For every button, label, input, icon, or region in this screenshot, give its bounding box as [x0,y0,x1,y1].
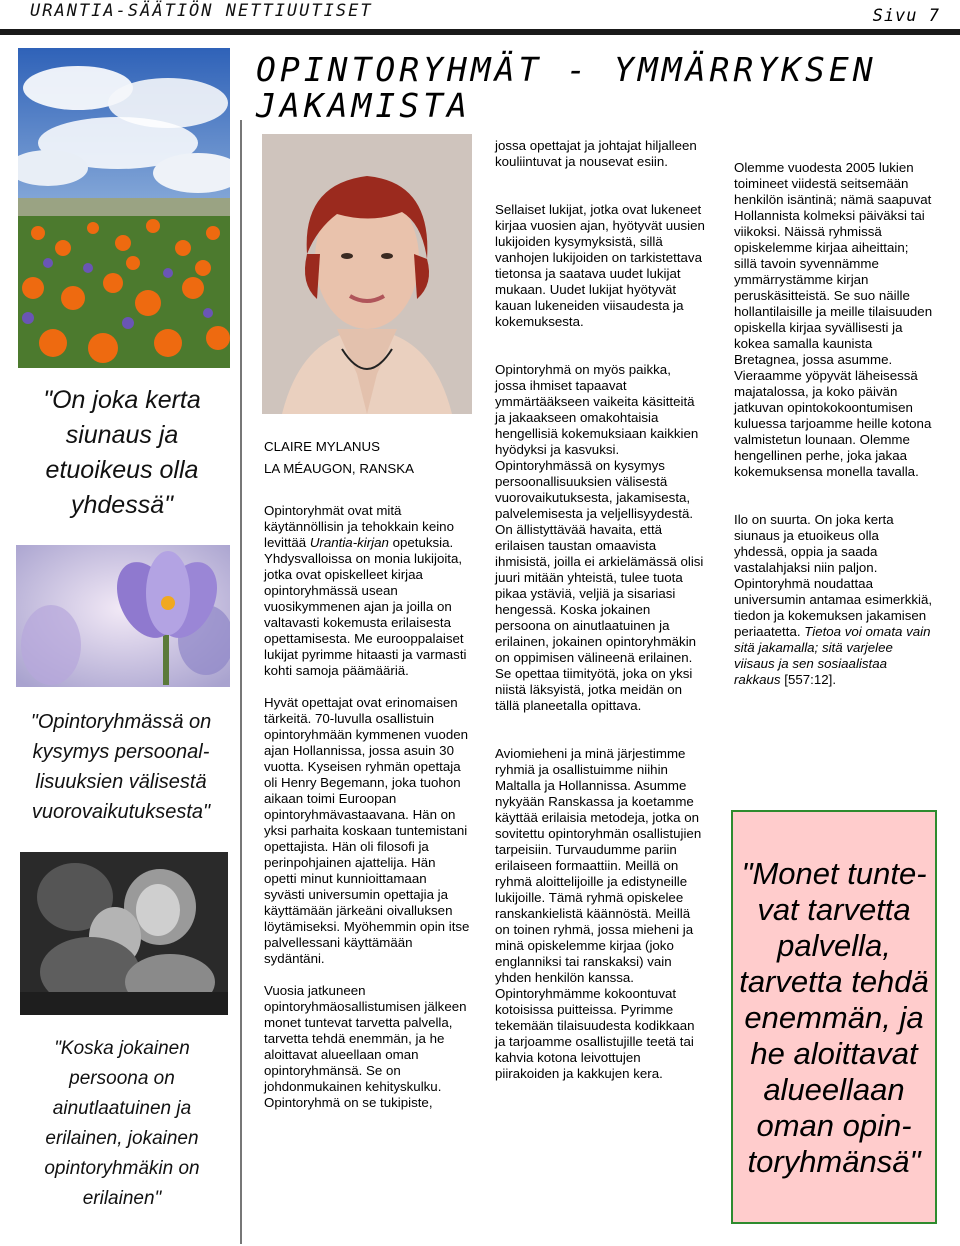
painting-image [20,852,228,1015]
header-rule [0,29,960,35]
col1-paragraph-3: Vuosia jatkuneen opintoryhmäosallistumisen jälkeen monet tuntevat tarvetta palvella, tarvetta tehdä enemmän, ja he aloittavat alueellaan oman opintoryhmänsä. Se on johdonmukainen kehityskulku. Opintoryhmä on se tukipiste, [264,983,467,1110]
sidebar-quote-unique: "Koska jokainen persoona on ainutlaatuinen ja erilainen, jokainen opintoryhmäkin on erilainen" [44,1038,200,1209]
article-column-3 [734,160,934,704]
col2-paragraph-4: Aviomieheni ja minä järjestimme ryhmiä ja osallistuimme niihin Maltalla ja Hollannissa. Asumme nykyään Ranskassa ja koetamme käyttää erilaisia metodeja, jotka on sovitettu opintoryhmän osallistujien tarpeisiin. Turvaudumme pariin erilaiseen formaattiin. Meillä on ryhmä aloittelijoille ja edistyneille lukijoille. Tämä ryhmä opiskelee ranskankielistä käännöstä. Meillä on toinen ryhmä, jossa mieheni ja minä opiskelemme kirjaa (joko englanniksi tai ranskaksi) vain yhden henkilön kanssa. Opintoryhmämme kokoontuvat kotoisissa puitteissa. Pyrimme tekemään tilaisuudesta kodikkaan ja tarjoamme osallistujille teetä tai kahvia kotona leivottujen piirakoiden ja kakkujen kera. [495,746,702,1081]
sidebar-quote-interaction: "Opintoryhmässä on kysymys persoonal-lisuuksien välisestä vuorovaikutuksesta" [30,711,212,823]
poppy-field-image [18,48,230,368]
crocus-flower-image [16,545,230,687]
article-column-1 [264,503,470,1127]
newsletter-name: URANTIA-SÄÄTIÖN NETTIUUTISET [30,1,373,21]
pull-quote-box [731,810,937,1224]
col2-paragraph-2: Sellaiset lukijat, jotka ovat lukeneet kirjaa vuosien ajan, hyötyvät uusien lukijoiden kysymyksistä, sillä vanhojen lukijoiden on tarkistettava tietonsa ja saatava uudet lukijat mukaan. Uudet lukijat hyötyvät kauan lukeneiden viisaudesta ja kokemuksesta. [495,202,705,329]
column-divider [240,120,242,1244]
article-column-2 [495,138,705,1098]
col1-paragraph-2: Hyvät opettajat ovat erinomaisen tärkeitä. 70-luvulla osallistuin opintoryhmään kymmenen vuoden ajan Hollannissa, jossa asuin 30 vuotta. Kyseisen ryhmän opettaja oli Henry Begemann, joka tuohon aikaan toimi Euroopan opintoryhmävastaavana. Hän on yksi parhaita koskaan tuntemistani opettajista. Hän oli filosofi ja perinpohjainen ajattelija. Hän opetti minut kunnioittamaan syvästi universumin opettajia ja käyttämään järkeäni oivalluksen löytämiseksi. Myöhemmin opin itse palvellessani käyttämään sydäntäni. [264,695,470,966]
author-location: LA MÉAUGON, RANSKA [264,461,414,476]
article-title: OPINTORYHMÄT - YMMÄRRYKSEN JAKAMISTA [256,50,877,125]
sidebar-quote-blessing: "On joka kerta siunaus ja etuoikeus olla yhdessä" [43,386,201,519]
col1-paragraph-1: Opintoryhmät ovat mitä käytännöllisin ja tehokkain keino levittää Urantia-kirjan opetuksia. Yhdysvalloissa on monia lukijoita, jotka ovat opiskelleet kirjaa opintoryhmässä usean vuosikymmenen ajan ja joilla on valtavasti kokemusta erilaisesta opettamisesta. Me eurooppalaiset lukijat pyrimme hitaasti ja varmasti kohti samoja päämääriä. [264,503,467,678]
col3-paragraph-1: Olemme vuodesta 2005 lukien toimineet viidestä seitsemään henkilön isäntinä; nämä saapuvat Hollannista kolmeksi päiväksi tai viikoksi. Näissä ryhmissä opiskelemme kirjaa aiheittain; sillä tavoin syvennämme ymmärrystämme kirjan peruskäsitteistä. Se suo näille hollantilaisille ja meille tilaisuuden opiskella kirjaa syvällisesti ja kokea samalla kaunista Bretagnea, jossa asumme. Vieraamme yöpyvät läheisessä majatalossa, ja koko päivän jatkuvan opintokokoontumisen kuluessa tarjoamme heille kotona valmistetun lounaan. Olemme hengellinen perhe, joka jakaa kokemuksensa monella tavalla. [734,160,933,479]
author-caption [264,436,414,480]
author-portrait [262,134,472,414]
col3-paragraph-2: Ilo on suurta. On joka kerta siunaus ja etuoikeus olla yhdessä, oppia ja saada vastalahjaksi niin paljon. Opintoryhmä noudattaa universumin antamaa esimerkkiä, tiedon ja kokemuksen jakamisen periaatetta. Tietoa voi omata vain sitä jakamalla; sitä varjelee viisaus ja sen sosiaalistaa rakkaus [557:12]. [734,512,933,687]
author-name: CLAIRE MYLANUS [264,439,381,454]
col2-paragraph-1: jossa opettajat ja johtajat hiljalleen kouliintuvat ja nousevat esiin. [495,138,697,169]
pull-quote-text: "Monet tunte-vat tarvetta palvella, tarvetta tehdä enemmän, ja he aloittavat alueellaan oman opin-toryhmänsä" [739,856,929,1179]
page-header [0,0,960,34]
col2-paragraph-3: Opintoryhmä on myös paikka, jossa ihmiset tapaavat ymmärtääkseen vaikeita käsitteitä ja jakaakseen omakohtaisia hengellisiä kokemuksiaan kaikkien hyödyksi ja kasvuksi. Opintoryhmässä on kysymys persoonallisuuksien välisestä vuorovaikutuksesta, jakamisesta, palvelemisesta ja veljellisyydestä. On ällistyttävää havaita, että erilaisen taustan omaavista ihmisistä, joilla ei arkielämässä olisi juuri mitään yhteistä, tulee tuota pikaa ystäviä, veljiä ja sisariasi hengessä. Koska jokainen persoona on ainutlaatuinen ja erilainen, jokainen opintoryhmäkin on oppimisen välineenä erilainen. Se opettaa tiimityötä, joka on yksi niistä läksyistä, jotka meidän on tällä planeetalla opittava. [495,362,704,713]
page-number: Sivu 7 [872,6,940,26]
